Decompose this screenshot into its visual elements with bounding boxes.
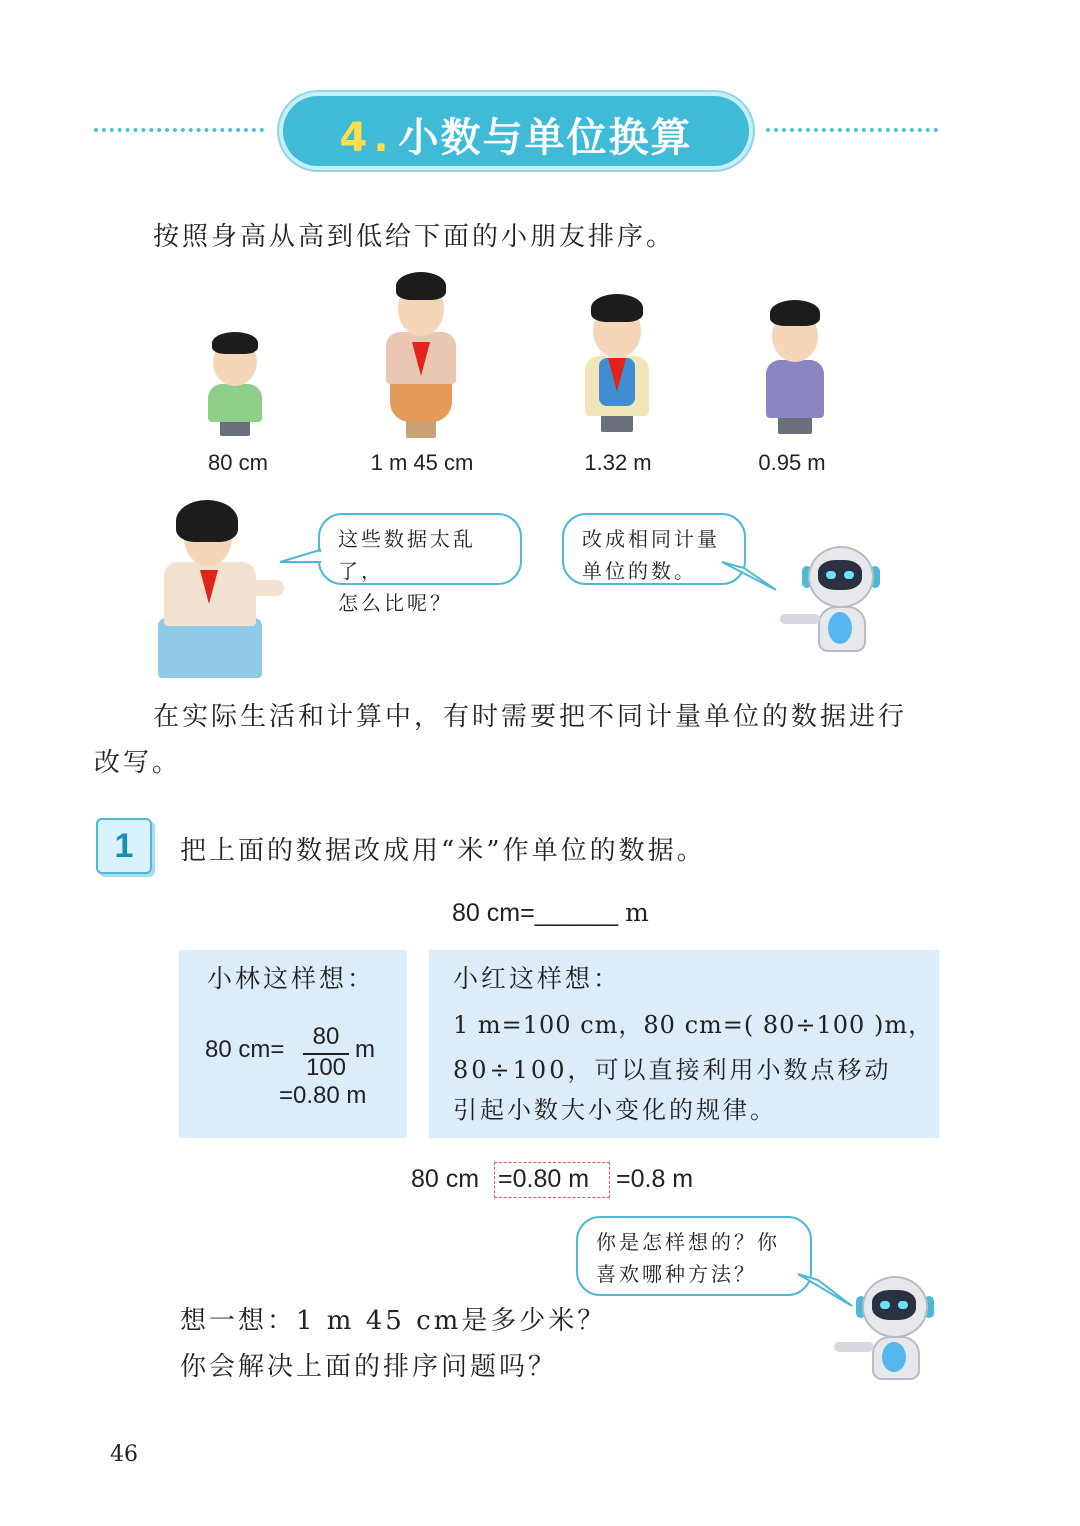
page-number: 46 [110, 1442, 138, 1467]
statement-line2: 改写。 [94, 748, 182, 778]
xiaohong-title: 小红这样想： [453, 964, 622, 993]
xiaolin-denominator: 100 [305, 1054, 347, 1081]
equation-unit: m [625, 898, 649, 927]
bubble-robot-line2: 单位的数。 [582, 559, 697, 583]
example-question: 把上面的数据改成用“米”作单位的数据。 [180, 836, 706, 866]
teacher-girl [154, 500, 284, 678]
think-line2: 你会解决上面的排序问题吗？ [180, 1352, 558, 1382]
robot-2 [834, 1272, 940, 1382]
speech-bubble-robot-2 [576, 1216, 812, 1296]
bubble-girl-line1: 这些数据太乱了， [338, 527, 476, 583]
title-dots-left [94, 128, 264, 132]
kid-height-4: 0.95 m [758, 450, 826, 475]
kid-girl-tall [376, 268, 466, 440]
result-part-a: 80 cm [411, 1165, 480, 1193]
kid-boy-vest [577, 286, 657, 436]
speech-bubble-robot [562, 513, 746, 585]
bubble-robot2-line2: 喜欢哪种方法？ [596, 1262, 757, 1286]
title-dot: . [373, 115, 391, 161]
kid-height-3: 1.32 m [584, 450, 652, 475]
xiaohong-panel [429, 950, 939, 1138]
example-number-badge: 1 [96, 818, 152, 874]
xiaolin-title: 小林这样想： [207, 964, 376, 993]
example-equation [452, 898, 649, 928]
bubble-robot-line1: 改成相同计量 [582, 527, 720, 551]
result-part-c: =0.8 m [616, 1165, 694, 1193]
xiaolin-result: =0.80 m [279, 1082, 367, 1109]
robot-1 [780, 542, 890, 652]
title-text: 小数与单位换算 [398, 115, 693, 161]
xiaohong-line3: 引起小数大小变化的规律。 [453, 1096, 777, 1124]
kid-height-1: 80 cm [208, 450, 268, 475]
title-dots-right [766, 128, 938, 132]
think-line1: 想一想：1 m 45 cm是多少米？ [180, 1306, 607, 1336]
kid-boy-small [200, 330, 270, 440]
page-title [283, 106, 749, 163]
bubble-girl-tail [278, 548, 324, 568]
title-number: 4 [339, 115, 370, 161]
bubble-girl-line2: 怎么比呢？ [338, 591, 453, 615]
speech-bubble-girl [318, 513, 522, 615]
kid-boy-purple [760, 298, 830, 436]
statement-line1: 在实际生活和计算中，有时需要把不同计量单位的数据进行 [153, 702, 908, 732]
equation-blank: ______ [534, 899, 619, 927]
bubble-robot2-line1: 你是怎样想的？你 [596, 1230, 780, 1254]
xiaolin-prefix: 80 cm= [205, 1036, 285, 1063]
equation-left: 80 cm= [452, 899, 535, 927]
bubble-robot-tail [720, 560, 780, 594]
result-part-b: =0.80 m [498, 1165, 590, 1193]
kid-height-2: 1 m 45 cm [370, 450, 474, 475]
xiaolin-panel [179, 950, 407, 1138]
xiaohong-line1: 1 m=100 cm，80 cm=( 80÷100 )m， [453, 1011, 934, 1039]
xiaolin-numerator: 80 [312, 1023, 340, 1050]
xiaolin-unit: m [355, 1036, 375, 1063]
xiaohong-line2: 80÷100，可以直接利用小数点移动 [453, 1056, 892, 1084]
title-banner [283, 96, 749, 166]
intro-text: 按照身高从高到低给下面的小朋友排序。 [153, 222, 676, 252]
